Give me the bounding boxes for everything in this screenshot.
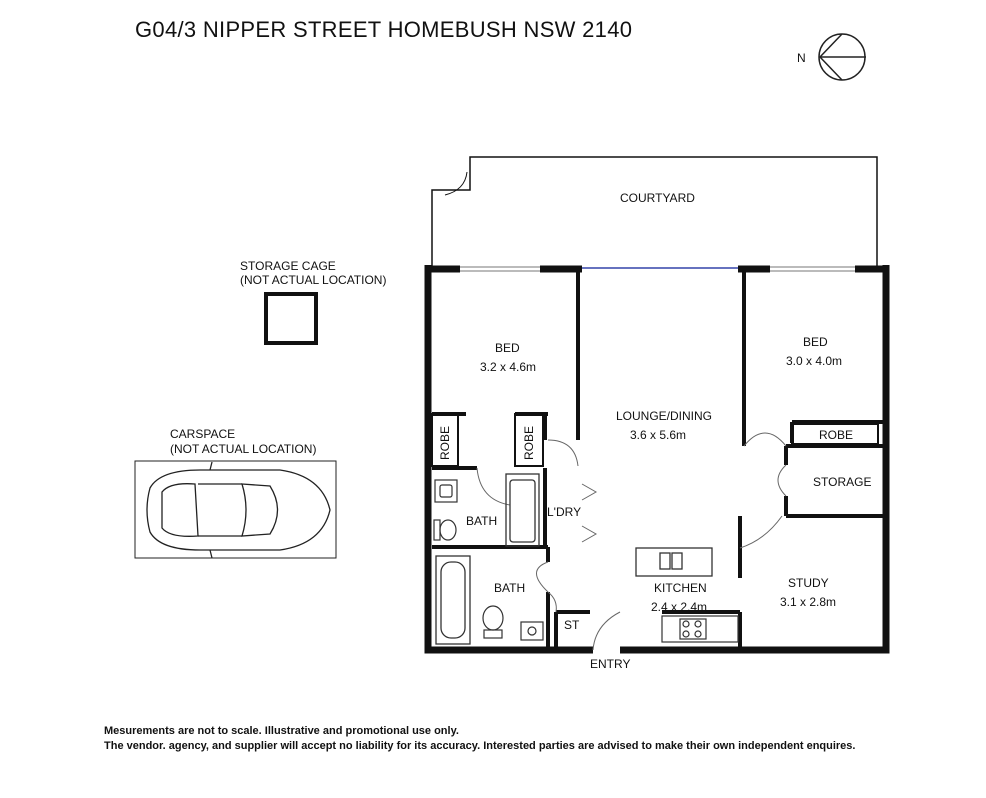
storage-cage-box [266,294,316,343]
bed-2-size: 3.0 x 4.0m [786,354,843,368]
storage-label: STORAGE [813,475,872,489]
disclaimer-line-1: Mesurements are not to scale. Illustrative and promotional use only. [104,725,459,737]
robe-3-label: ROBE [819,428,854,442]
study-name: STUDY [788,576,829,590]
lounge-size: 3.6 x 5.6m [630,428,687,442]
kitchen-name: KITCHEN [654,581,707,595]
laundry-label: L'DRY [547,505,582,519]
bath-2-label: BATH [494,581,526,595]
cooktop-icon [662,616,738,642]
bath-1-label: BATH [466,514,498,528]
toilet-icon [434,520,456,540]
basin-icon [521,622,543,640]
bed-1-size: 3.2 x 4.6m [480,360,537,374]
storage-cage-note: (NOT ACTUAL LOCATION) [240,273,387,287]
entry-label: ENTRY [590,657,631,671]
disclaimer-line-2: The vendor. agency, and supplier will accept no liability for its accuracy. Interested parties are advised to make their own independent enquires. [104,740,856,752]
car-icon [147,462,330,558]
north-arrow-icon [819,34,866,80]
kitchen-size: 2.4 x 2.4m [651,600,708,614]
compass-label: N [797,51,806,65]
page-title: G04/3 NIPPER STREET HOMEBUSH NSW 2140 [135,17,633,42]
shower-icon [506,474,539,546]
robe-1-label: ROBE [438,425,452,460]
courtyard-gate [445,172,467,195]
courtyard [432,157,877,267]
st-label: ST [564,618,580,632]
carspace-label: CARSPACE [170,427,236,441]
bed-1-name: BED [495,341,520,355]
carspace-note: (NOT ACTUAL LOCATION) [170,442,317,456]
storage-cage-label: STORAGE CAGE [240,259,336,273]
courtyard-label: COURTYARD [620,191,695,205]
study-size: 3.1 x 2.8m [780,595,837,609]
bathtub-icon [436,556,470,644]
toilet-icon [483,606,503,638]
basin-icon [435,480,457,502]
bed-2-name: BED [803,335,828,349]
robe-2-label: ROBE [522,425,536,460]
lounge-name: LOUNGE/DINING [616,409,713,423]
sink-icon [636,548,712,576]
